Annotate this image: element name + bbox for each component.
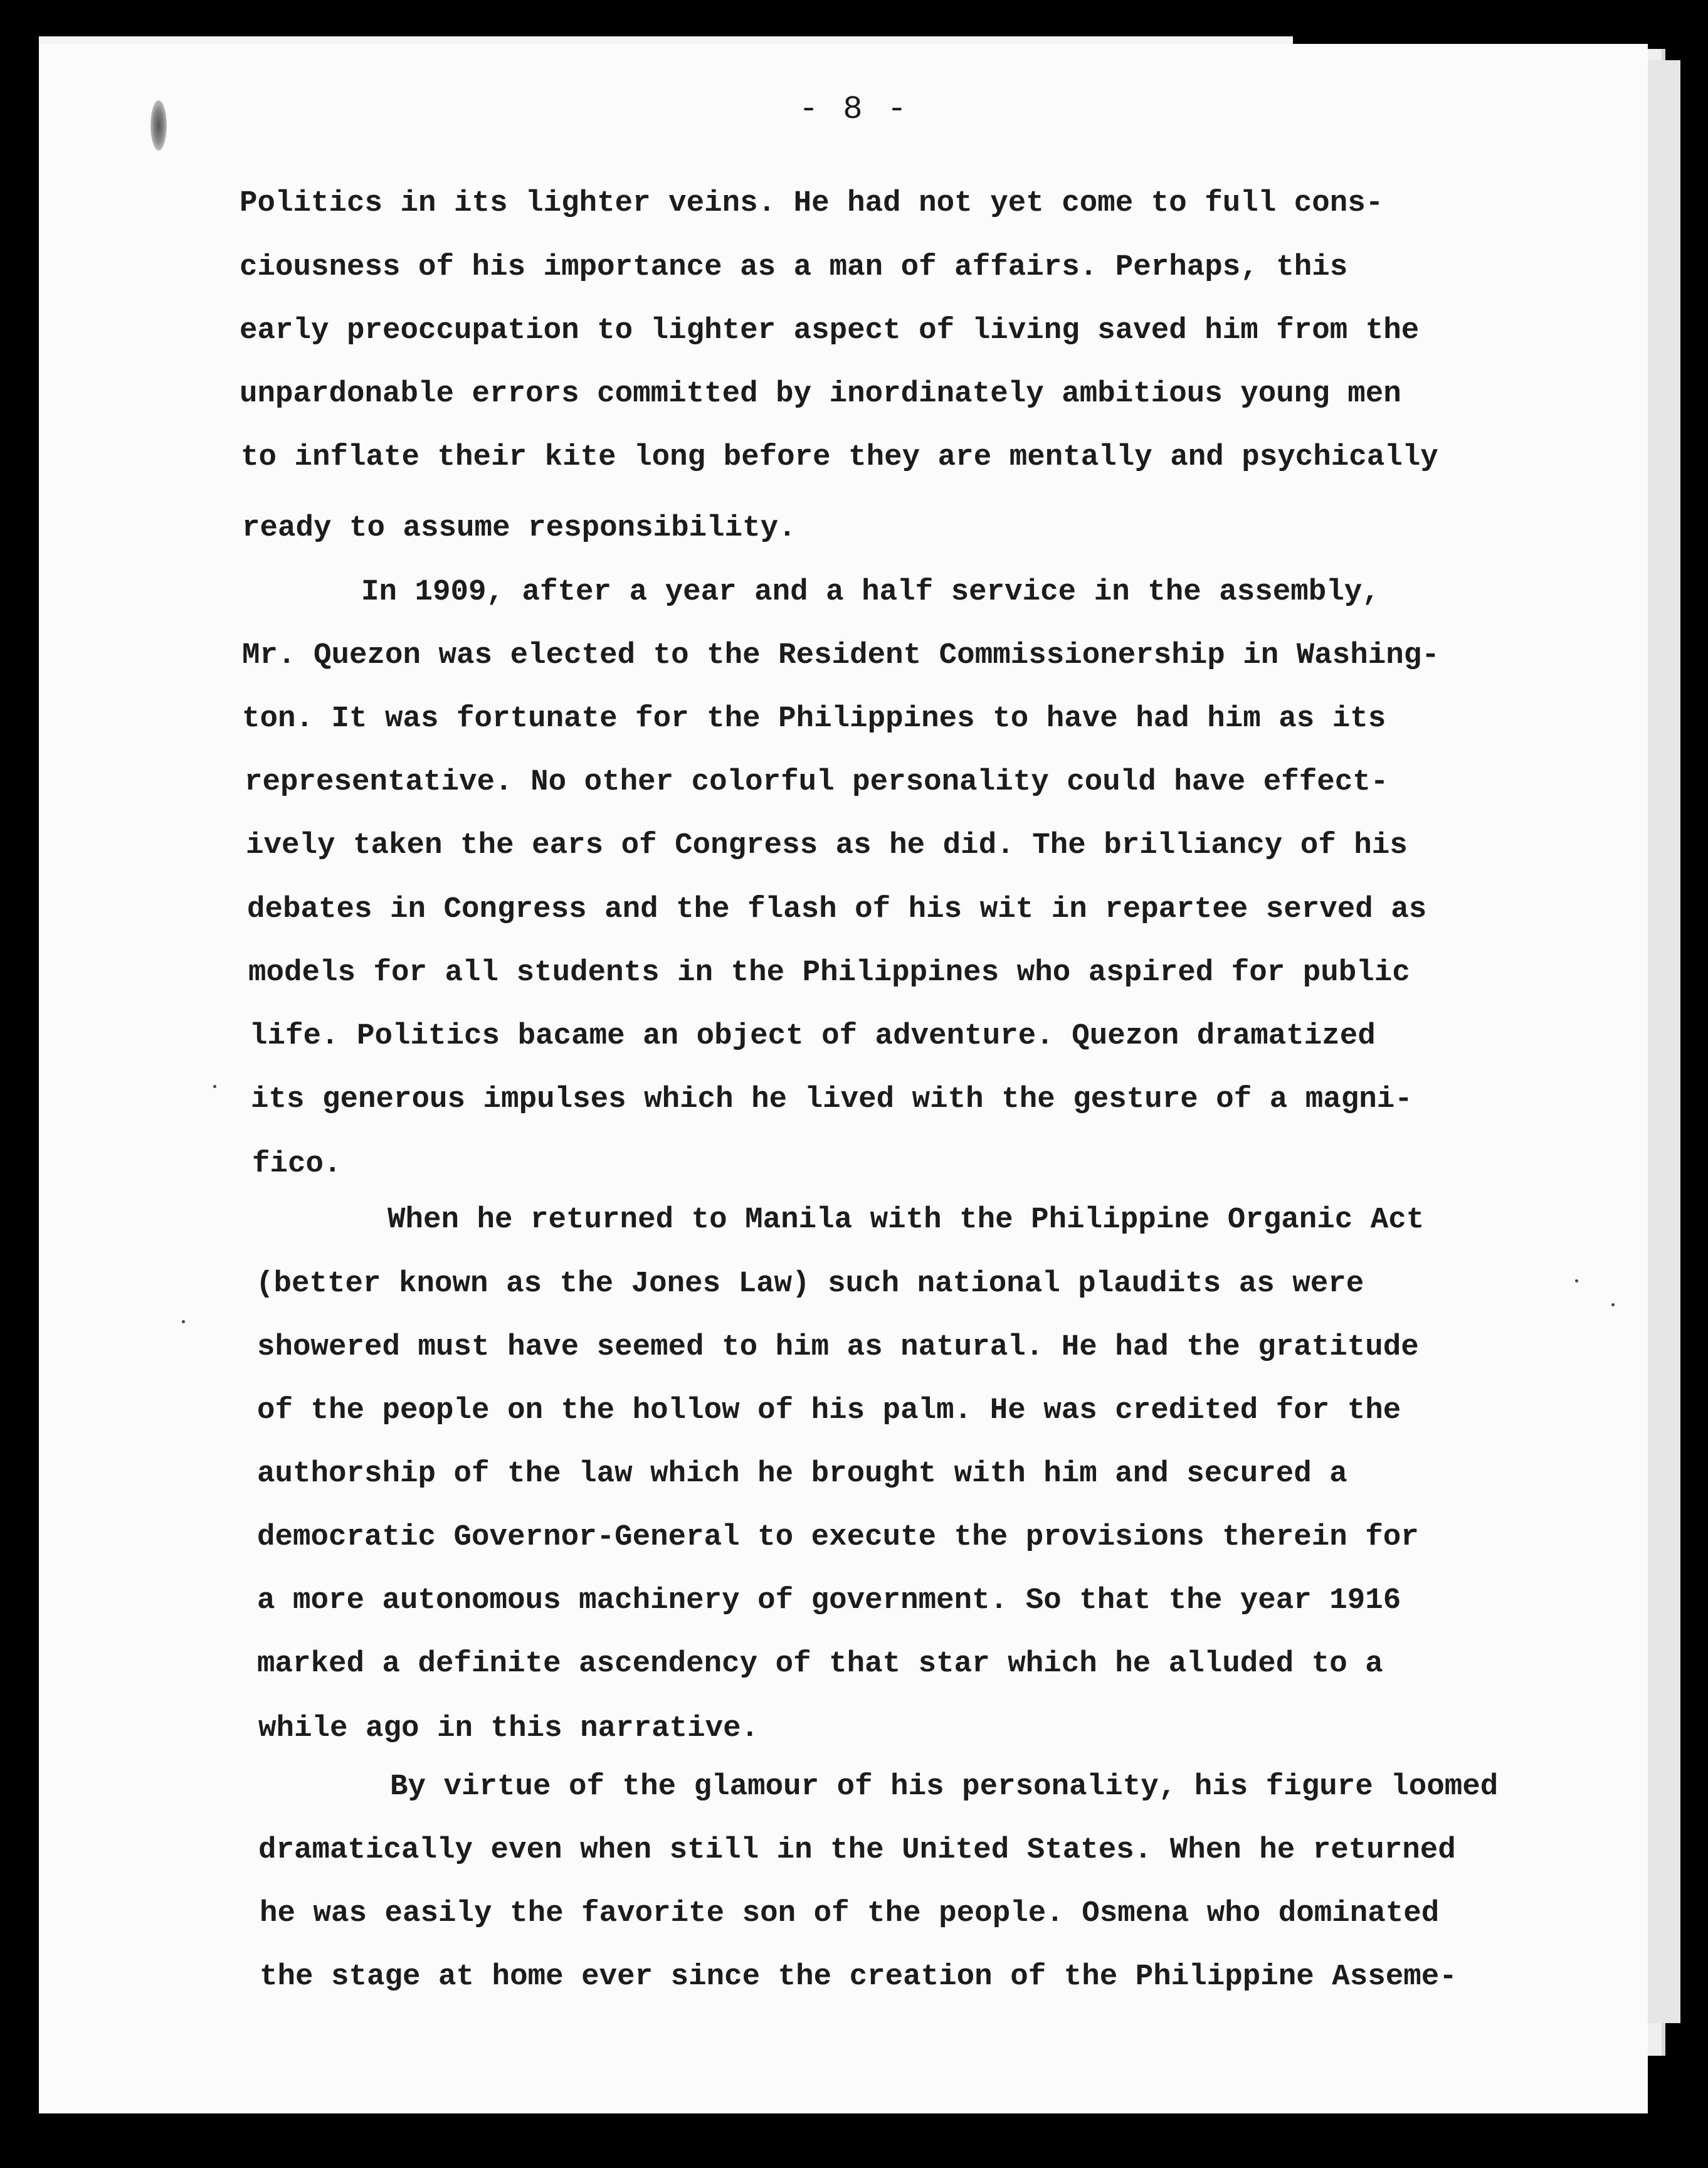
text-line: of the people on the hollow of his palm. He was credited for the (257, 1393, 1401, 1427)
text-line: debates in Congress and the flash of his wit in repartee served as (247, 892, 1427, 926)
text-line: representative. No other colorful personality could have effect- (245, 765, 1389, 799)
text-line: In 1909, after a year and a half service in the assembly, (361, 575, 1380, 609)
text-line: ready to assume responsibility. (242, 511, 796, 545)
text-line: (better known as the Jones Law) such national plaudits as were (256, 1267, 1364, 1301)
text-line: ton. It was fortunate for the Philippines to have had him as its (242, 702, 1386, 736)
text-line: marked a definite ascendency of that star which he alluded to a (257, 1647, 1383, 1681)
text-line: fico. (252, 1147, 342, 1181)
text-line: unpardonable errors committed by inordinately ambitious young men (240, 377, 1401, 411)
text-line: When he returned to Manila with the Philippine Organic Act (387, 1203, 1425, 1237)
text-line: its generous impulses which he lived with the gesture of a magni- (251, 1082, 1413, 1116)
text-line: early preoccupation to lighter aspect of living saved him from the (240, 314, 1420, 347)
text-line: By virtue of the glamour of his personality, his figure loomed (390, 1770, 1499, 1804)
text-line: dramatically even when still in the United States. When he returned (258, 1833, 1456, 1867)
page-number: - 8 - (798, 91, 910, 128)
text-line: Mr. Quezon was elected to the Resident Commissionership in Washing- (242, 638, 1440, 672)
ink-fleck (182, 1320, 185, 1323)
ink-fleck (1575, 1279, 1578, 1282)
text-line: a more autonomous machinery of government. So that the year 1916 (257, 1584, 1401, 1617)
text-line: to inflate their kite long before they are mentally and psychically (241, 440, 1438, 474)
text-line: models for all students in the Philippines who aspired for public (248, 956, 1410, 990)
text-line: authorship of the law which he brought with him and secured a (257, 1457, 1347, 1491)
text-line: democratic Governor-General to execute the provisions therein for (257, 1520, 1419, 1554)
text-line: ciousness of his importance as a man of affairs. Perhaps, this (240, 250, 1348, 284)
ink-fleck (1611, 1303, 1615, 1306)
text-line: he was easily the favorite son of the people. Osmena who dominated (260, 1896, 1440, 1930)
text-line: life. Politics bacame an object of adventure. Quezon dramatized (250, 1019, 1376, 1053)
text-line: showered must have seemed to him as natural. He had the gratitude (257, 1330, 1419, 1364)
text-line: Politics in its lighter veins. He had not yet come to full cons- (240, 186, 1384, 220)
text-line: the stage at home ever since the creation of the Philippine Asseme- (260, 1960, 1457, 1994)
ink-fleck (213, 1085, 216, 1088)
text-line: ively taken the ears of Congress as he did. The brilliancy of his (246, 828, 1408, 862)
text-line: while ago in this narrative. (258, 1711, 759, 1745)
